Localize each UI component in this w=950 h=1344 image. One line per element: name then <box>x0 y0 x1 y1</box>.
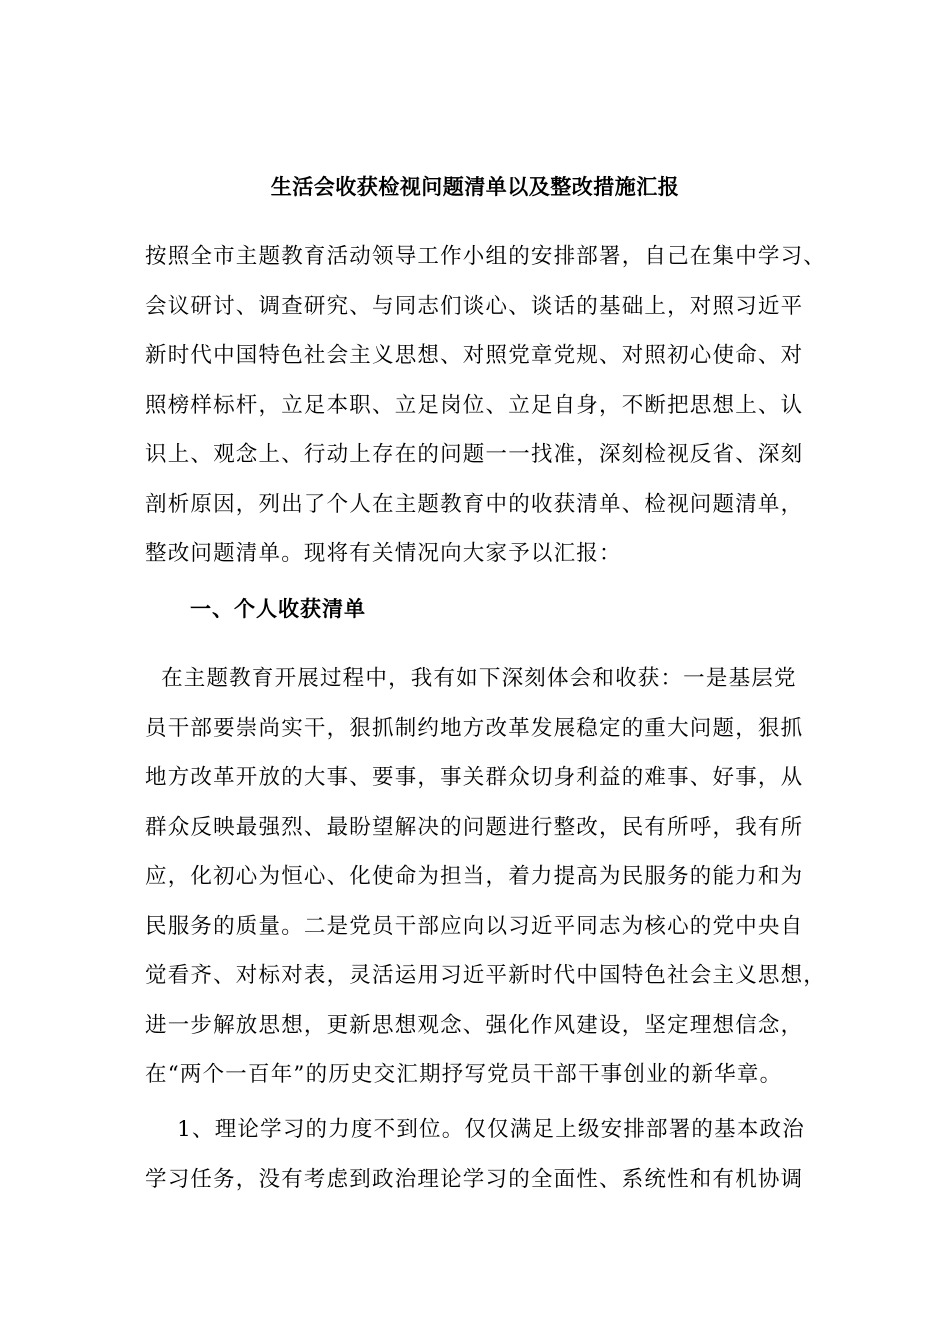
paragraph-line: 照榜样标杆，立足本职、立足岗位、立足自身，不断把思想上、认 <box>145 392 804 418</box>
paragraph-line: 按照全市主题教育活动领导工作小组的安排部署，自己在集中学习、 <box>145 244 827 269</box>
paragraph-line: 民服务的质量。二是党员干部应向以习近平同志为核心的党中央自 <box>145 913 804 939</box>
paragraph-line: 识上、观念上、行动上存在的问题一一找准，深刻检视反省、深刻 <box>145 442 804 467</box>
paragraph-line: 觉看齐、对标对表，灵活运用习近平新时代中国特色社会主义思想， <box>145 963 827 988</box>
paragraph-line: 应，化初心为恒心、化使命为担当，着力提高为民服务的能力和为 <box>145 864 804 889</box>
paragraph-line: 学习任务，没有考虑到政治理论学习的全面性、系统性和有机协调 <box>145 1166 804 1192</box>
paragraph-line: 地方改革开放的大事、要事，事关群众切身利益的难事、好事，从 <box>145 765 804 790</box>
item1-paragraph <box>145 1105 810 1204</box>
paragraph-line: 在“两个一百年”的历史交汇期抒写党员干部干事创业的新华章。 <box>145 1062 783 1087</box>
paragraph-line: 员干部要崇尚实干，狠抓制约地方改革发展稳定的重大问题，狠抓 <box>145 715 804 741</box>
document-title: 生活会收获检视问题清单以及整改措施汇报 <box>270 175 680 199</box>
gains-paragraph <box>145 654 827 1100</box>
section-heading-gains: 一、个人收获清单 <box>190 597 366 621</box>
paragraph-line: 剖析原因，列出了个人在主题教育中的收获清单、检视问题清单， <box>145 491 804 517</box>
paragraph-line: 群众反映最强烈、最盼望解决的问题进行整改，民有所呼，我有所 <box>145 814 804 840</box>
paragraph-line: 进一步解放思想，更新思想观念、强化作风建设，坚定理想信念， <box>145 1012 804 1038</box>
paragraph-line: 整改问题清单。现将有关情况向大家予以汇报： <box>145 541 622 566</box>
paragraph-line: 1、理论学习的力度不到位。仅仅满足上级安排部署的基本政治 <box>145 1117 805 1142</box>
intro-paragraph <box>145 232 827 579</box>
paragraph-line: 新时代中国特色社会主义思想、对照党章党规、对照初心使命、对 <box>145 343 804 368</box>
paragraph-line: 会议研讨、调查研究、与同志们谈心、谈话的基础上，对照习近平 <box>145 293 804 319</box>
paragraph-line: 在主题教育开展过程中，我有如下深刻体会和收获：一是基层党 <box>145 666 797 691</box>
